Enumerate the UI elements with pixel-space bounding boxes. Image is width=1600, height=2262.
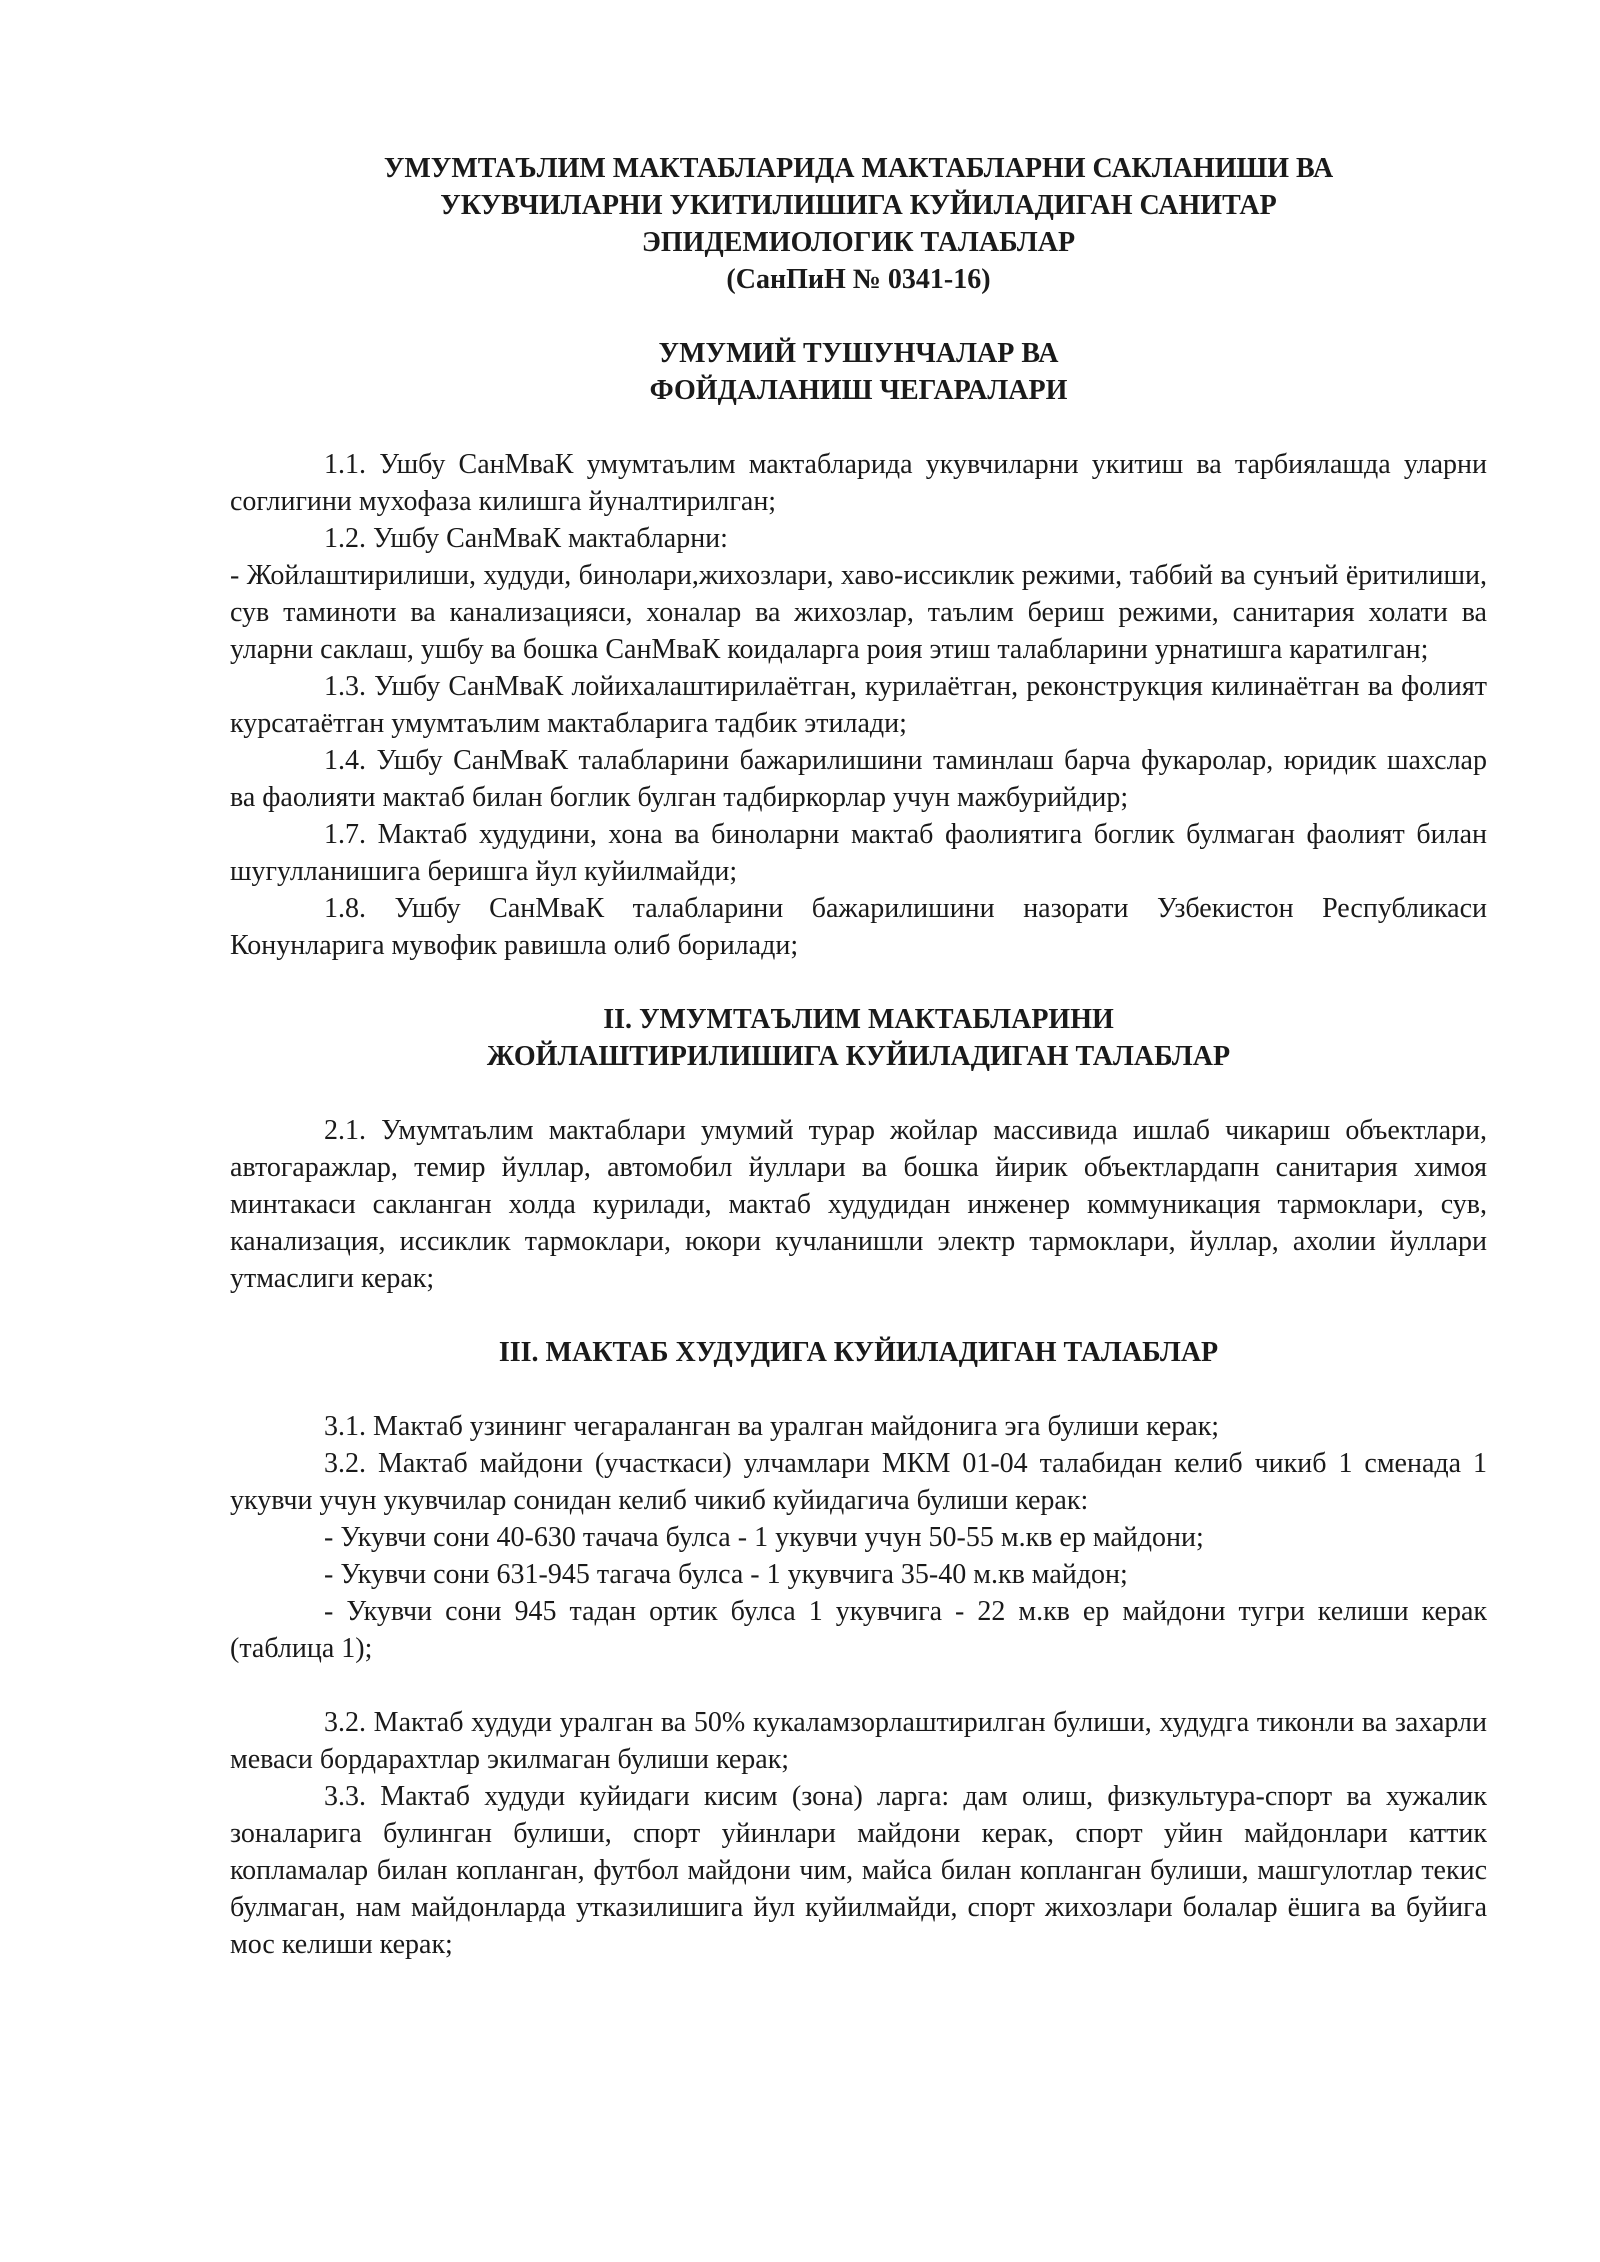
title-line: (СанПиН № 0341-16) — [726, 264, 991, 295]
paragraph: 1.4. Ушбу СанМваК талабларини бажарилишини таминлаш барча фукаролар, юридик шахслар ва фаолияти мактаб билан боглик булган тадбиркорлар учун мажбурийдир; — [230, 745, 1487, 813]
section-heading-line: УМУМИЙ ТУШУНЧАЛАР ВА — [658, 338, 1059, 369]
document-title — [230, 150, 1487, 298]
paragraph: 1.1. Ушбу СанМваК умумтаълим мактабларида укувчиларни укитиш ва тарбиялашда уларни соглигини мухофаза килишга йуналтирилган; — [230, 449, 1487, 517]
list-item: - Укувчи сони 631-945 тагача булса - 1 укувчига 35-40 м.кв майдон; — [324, 1559, 1128, 1590]
paragraph: 3.3. Мактаб худуди куйидаги кисим (зона) ларга: дам олиш, физкультура-спорт ва хужалик зоналарига булинган булиши, спорт уйинлари майдони керак, спорт уйин майдонлари каттик копламалар билан копланган, футбол майдони чим, майса билан копланган булиши, машгулотлар текис булмаган, нам майдонларда утказилишига йул куйилмайди, спорт жихозлари болалар ёшига ва буйига мос келиши керак; — [230, 1781, 1487, 1960]
paragraph: 3.2. Мактаб майдони (участкаси) улчамлари МКМ 01-04 талабидан келиб чикиб 1 сменада 1 укувчи учун укувчилар сонидан келиб чикиб куйидагича булиши керак: — [230, 1448, 1487, 1516]
title-line: УКУВЧИЛАРНИ УКИТИЛИШИГА КУЙИЛАДИГАН САНИТАР — [440, 190, 1277, 221]
section-heading — [230, 1001, 1487, 1075]
section-heading-line: ЖОЙЛАШТИРИЛИШИГА КУЙИЛАДИГАН ТАЛАБЛАР — [486, 1041, 1231, 1072]
list-item: - Укувчи сони 40-630 тачача булса - 1 укувчи учун 50-55 м.кв ер майдони; — [324, 1522, 1204, 1553]
section-heading-line: ФОЙДАЛАНИШ ЧЕГАРАЛАРИ — [649, 375, 1068, 406]
paragraph: 2.1. Умумтаълим мактаблари умумий турар жойлар массивида ишлаб чикариш объектлари, автогаражлар, темир йуллар, автомобил йуллари ва бошка йирик объектлардапн санитария химоя минтакаси сакланган холда курилади, мактаб худудидан инженер коммуникация тармоклари, сув, канализация, иссиклик тармоклари, юкори кучланишли электр тармоклари, йуллар, ахолии йуллари утмаслиги керак; — [230, 1115, 1487, 1294]
section-heading-line: III. МАКТАБ ХУДУДИГА КУЙИЛАДИГАН ТАЛАБЛАР — [498, 1337, 1219, 1368]
paragraph: - Жойлаштирилиши, худуди, бинолари,жихозлари, хаво-иссиклик режими, таббий ва сунъий ёритилиши, сув таминоти ва канализацияси, хоналар ва жихозлар, таълим бериш режими, санитария холати ва уларни саклаш, ушбу ва бошка СанМваК коидаларга роия этиш талабларини урнатишга каратилган; — [230, 560, 1487, 665]
list-item: - Укувчи сони 945 тадан ортик булса 1 укувчига - 22 м.кв ер майдони тугри келиши керак (таблица 1); — [230, 1596, 1487, 1664]
title-line: ЭПИДЕМИОЛОГИК ТАЛАБЛАР — [641, 227, 1076, 258]
paragraph: 1.3. Ушбу СанМваК лойихалаштирилаётган, курилаётган, реконструкция килинаётган ва фолият курсатаётган умумтаълим мактабларига тадбик этилади; — [230, 671, 1487, 739]
paragraph: 1.2. Ушбу СанМваК мактабларни: — [324, 523, 728, 554]
section-heading — [230, 1334, 1487, 1371]
section-heading-line: II. УМУМТАЪЛИМ МАКТАБЛАРИНИ — [603, 1004, 1114, 1035]
paragraph: 3.1. Мактаб узининг чегараланган ва уралган майдонига эга булиши керак; — [324, 1411, 1220, 1442]
paragraph: 1.8. Ушбу СанМваК талабларини бажарилишини назорати Узбекистон Республикаси Конунларига мувофик равишла олиб борилади; — [230, 893, 1487, 961]
section-heading — [230, 335, 1487, 409]
title-line: УМУМТАЪЛИМ МАКТАБЛАРИДА МАКТАБЛАРНИ САКЛАНИШИ ВА — [383, 153, 1334, 184]
document-page — [230, 150, 1487, 1963]
paragraph: 3.2. Мактаб худуди уралган ва 50% кукаламзорлаштирилган булиши, худудга тиконли ва захарли меваси бордарахтлар экилмаган булиши керак; — [230, 1707, 1487, 1775]
paragraph: 1.7. Мактаб худудини, хона ва биноларни мактаб фаолиятига боглик булмаган фаолият билан шугулланишига беришга йул куйилмайди; — [230, 819, 1487, 887]
